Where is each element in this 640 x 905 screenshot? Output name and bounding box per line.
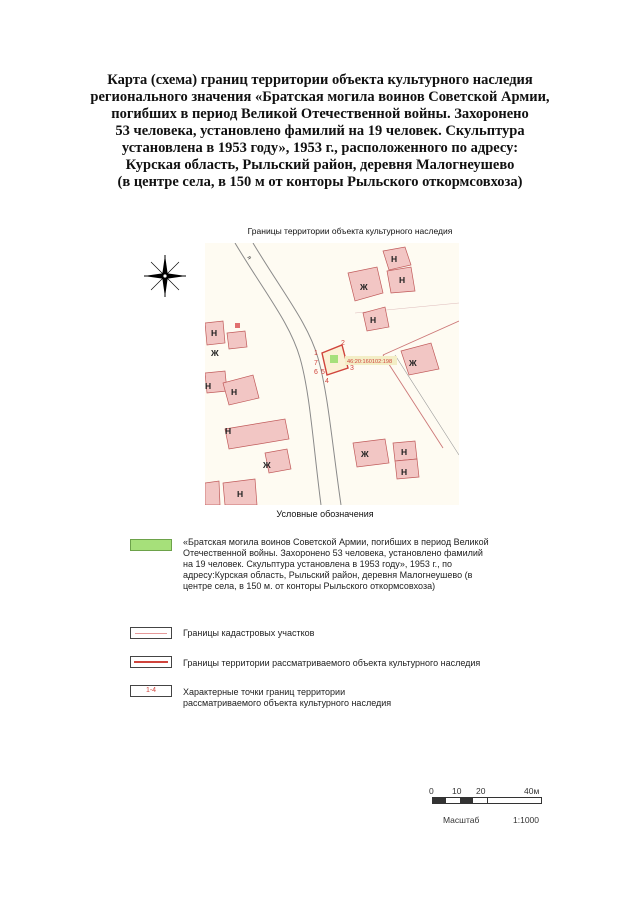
building-mark: Н [391,254,398,264]
compass-icon [142,253,188,299]
legend-line: центре села, в 150 м. от конторы Рыльского откормсовхоза) [183,581,436,591]
point-label: 6 [314,369,318,376]
scale-bar [422,786,562,831]
legend-line: «Братская могила воинов Советской Армии, погибших в период Великой [183,537,489,547]
boundary-swatch [130,656,172,668]
legend-text [183,537,489,592]
building-mark: Н [370,315,377,325]
building-mark: Н [225,426,232,436]
point-label: 5 [321,369,325,376]
legend-line: Границы кадастровых участков [183,628,315,638]
scale-tick: 20 [476,786,486,796]
point-label: 3 [350,365,354,372]
legend-line: Отечественной войны. Захоронено 53 человека, установлено фамилий [183,548,483,558]
legend-line: Характерные точки границ территории [183,687,346,697]
legend-line: Границы территории рассматриваемого объекта культурного наследия [183,658,481,668]
building-mark: Ж [409,358,417,368]
title-line: Карта (схема) границ территории объекта культурного наследия [107,72,533,88]
map-canvas [205,243,459,505]
legend-line: адресу:Курская область, Рыльский район, деревня Малогнеушево (в [183,570,473,580]
building-mark: Н [401,467,408,477]
building-mark: Н [401,447,408,457]
building-mark: Н [211,328,218,338]
building-mark: Н [231,387,238,397]
point-label: 7 [314,360,318,367]
scale-label: Масштаб [443,815,480,825]
scale-graphic [432,797,542,804]
point-label: 2 [341,340,345,347]
map-caption: Границы территории объекта культурного наследия [247,226,453,236]
scale-tick: 10 [452,786,462,796]
building-mark: Н [237,489,244,499]
legend-text [183,687,391,709]
small-object-marker [235,323,240,328]
cadastral-map [205,243,459,505]
building-mark: Ж [211,348,219,358]
green-swatch [130,539,172,551]
title-line: погибших в период Великой Отечественной войны. Захоронено [111,106,529,122]
point-label: 1 [314,350,318,357]
legend-caption: Условные обозначения [276,509,374,519]
building-mark: Н [205,381,212,391]
title-line: (в центре села, в 150 м от конторы Рыльского откормсовхоза) [117,174,523,190]
scale-tick: 40м [524,786,540,796]
building-mark: Ж [360,282,368,292]
parcel-label: 46:20:160102:198 [347,359,393,365]
point-label: 4 [325,378,329,385]
title-line: Курская область, Рыльский район, деревня Малогнеушево [125,157,515,173]
monument-area [330,355,338,363]
building-mark: Н [399,275,406,285]
road-label: я [245,255,253,261]
title-line: установлена в 1953 году», 1953 г., расположенного по адресу: [121,140,519,156]
points-swatch: 1-4 [130,685,172,697]
title-line: 53 человека, установлено фамилий на 19 человек. Скульптура [115,123,525,139]
cadastral-swatch [130,627,172,639]
legend-line: на 19 человек. Скульптура установлена в 1953 году», 1953 г., по [183,559,453,569]
scale-tick: 0 [429,786,434,796]
legend-line: рассматриваемого объекта культурного наследия [183,698,392,708]
title-line: регионального значения «Братская могила воинов Советской Армии, [90,89,550,105]
scale-ratio: 1:1000 [513,815,539,825]
building-mark: Ж [263,460,271,470]
document-title [70,72,570,191]
building-mark: Ж [361,449,369,459]
